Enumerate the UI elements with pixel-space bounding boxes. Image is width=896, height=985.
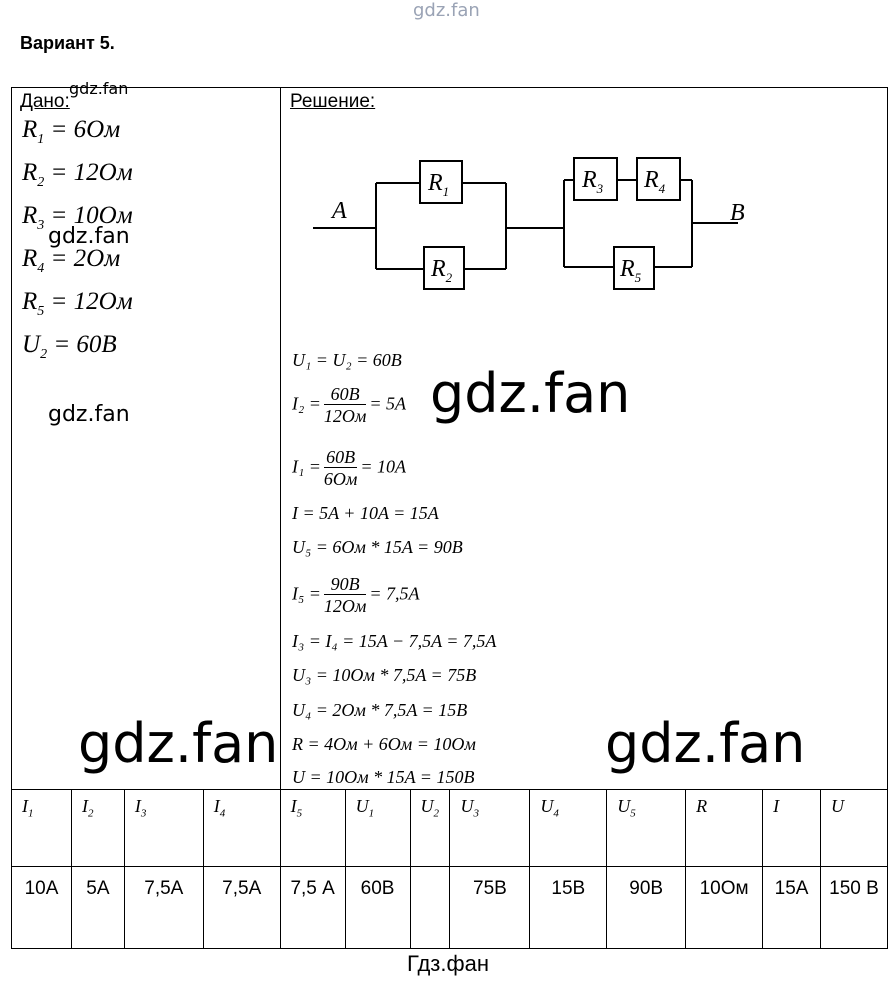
given-item-r2: $R_2 = 12Ом$ bbox=[22, 159, 133, 190]
value-i: 15А bbox=[763, 867, 821, 949]
given-item-r5: $R_5 = 12Ом$ bbox=[22, 288, 133, 319]
value-i5: 7,5 А bbox=[280, 867, 345, 949]
header-r: R bbox=[686, 790, 763, 867]
given-item-r4: $R_4 = 2Ом$ bbox=[22, 245, 121, 276]
frame-top-line bbox=[11, 87, 888, 88]
svg-text:R4: $R_4$ bbox=[644, 167, 666, 196]
header-u3: $U_3$ bbox=[450, 790, 530, 867]
solution-step-5: U₅ = 6Ом * 15A = 90B bbox=[292, 537, 463, 557]
frame-right-line bbox=[887, 87, 888, 789]
svg-text:R5: $R_5$ bbox=[620, 256, 642, 285]
solution-step-8: U₃ = 10Ом * 7,5A = 75B bbox=[292, 665, 477, 685]
frame-left-line bbox=[11, 87, 12, 789]
solution-heading: Решение: bbox=[290, 91, 376, 112]
header-i2: $I_2$ bbox=[71, 790, 124, 867]
value-i2: 5А bbox=[71, 867, 124, 949]
svg-text:R1: $R_1$ bbox=[428, 170, 450, 199]
value-u1: 60В bbox=[345, 867, 410, 949]
value-i1: 10А bbox=[12, 867, 72, 949]
results-table bbox=[11, 789, 888, 949]
value-u4: 15В bbox=[530, 867, 607, 949]
header-i4: $I_4$ bbox=[203, 790, 280, 867]
watermark-bottom-right: gdz.fan bbox=[605, 712, 806, 775]
footer-caption: Гдз.фан bbox=[407, 951, 489, 976]
value-r: 10Ом bbox=[686, 867, 763, 949]
value-i4: 7,5А bbox=[203, 867, 280, 949]
watermark-center: gdz.fan bbox=[430, 362, 631, 425]
header-u: U bbox=[821, 790, 888, 867]
header-i5: $I_5$ bbox=[280, 790, 345, 867]
frame-divider-line bbox=[280, 87, 281, 789]
given-item-r1: $R_1 = 6Ом$ bbox=[22, 116, 121, 147]
solution-step-4: I = 5A + 10A = 15A bbox=[292, 503, 439, 523]
solution-step-3: I₁ = $\frac{60B}{6Ом}$ = 10A bbox=[292, 447, 407, 489]
header-u1: $U_1$ bbox=[345, 790, 410, 867]
solution-step-7: I₃ = I₄ = 15A − 7,5A = 7,5A bbox=[292, 631, 497, 651]
value-u: 150 В bbox=[821, 867, 888, 949]
value-u3: 75В bbox=[450, 867, 530, 949]
solution-step-2: I₂ = $\frac{60B}{12Ом}$ = 5A bbox=[292, 384, 407, 426]
value-u5: 90В bbox=[607, 867, 686, 949]
header-u2: $U_2$ bbox=[410, 790, 450, 867]
solution-step-6: I₅ = $\frac{90B}{12Ом}$ = 7,5A bbox=[292, 574, 420, 616]
svg-text:R2: $R_2$ bbox=[431, 256, 453, 285]
watermark-given-2: gdz.fan bbox=[48, 224, 130, 249]
page-title: Вариант 5. bbox=[20, 33, 115, 53]
solution-step-1: U₁ = U₂ = 60B bbox=[292, 350, 402, 370]
header-i1: $I_1$ bbox=[12, 790, 72, 867]
watermark-top: gdz.fan bbox=[413, 0, 480, 21]
results-header-row bbox=[12, 790, 888, 867]
given-item-u2: $U_2 = 60В$ bbox=[22, 331, 117, 362]
solution-step-11: U = 10Ом * 15A = 150B bbox=[292, 767, 475, 787]
given-item-r3: $R_3 = 10Ом$ bbox=[22, 202, 133, 233]
solution-step-10: R = 4Ом + 6Ом = 10Ом bbox=[292, 734, 476, 754]
watermark-given-1: gdz.fan bbox=[69, 79, 129, 98]
node-label-b: B bbox=[730, 200, 745, 226]
solution-step-9: U₄ = 2Ом * 7,5A = 15B bbox=[292, 700, 468, 720]
header-u5: $U_5$ bbox=[607, 790, 686, 867]
watermark-bottom-left: gdz.fan bbox=[78, 712, 279, 775]
header-i: I bbox=[763, 790, 821, 867]
value-i3: 7,5А bbox=[124, 867, 203, 949]
given-heading: Дано: bbox=[20, 91, 70, 112]
header-u4: $U_4$ bbox=[530, 790, 607, 867]
results-value-row bbox=[12, 867, 888, 949]
svg-text:R3: $R_3$ bbox=[582, 167, 604, 196]
header-i3: $I_3$ bbox=[124, 790, 203, 867]
watermark-given-3: gdz.fan bbox=[48, 402, 130, 427]
value-u2 bbox=[410, 867, 450, 949]
circuit-diagram bbox=[300, 145, 780, 305]
node-label-a: A bbox=[332, 198, 347, 224]
